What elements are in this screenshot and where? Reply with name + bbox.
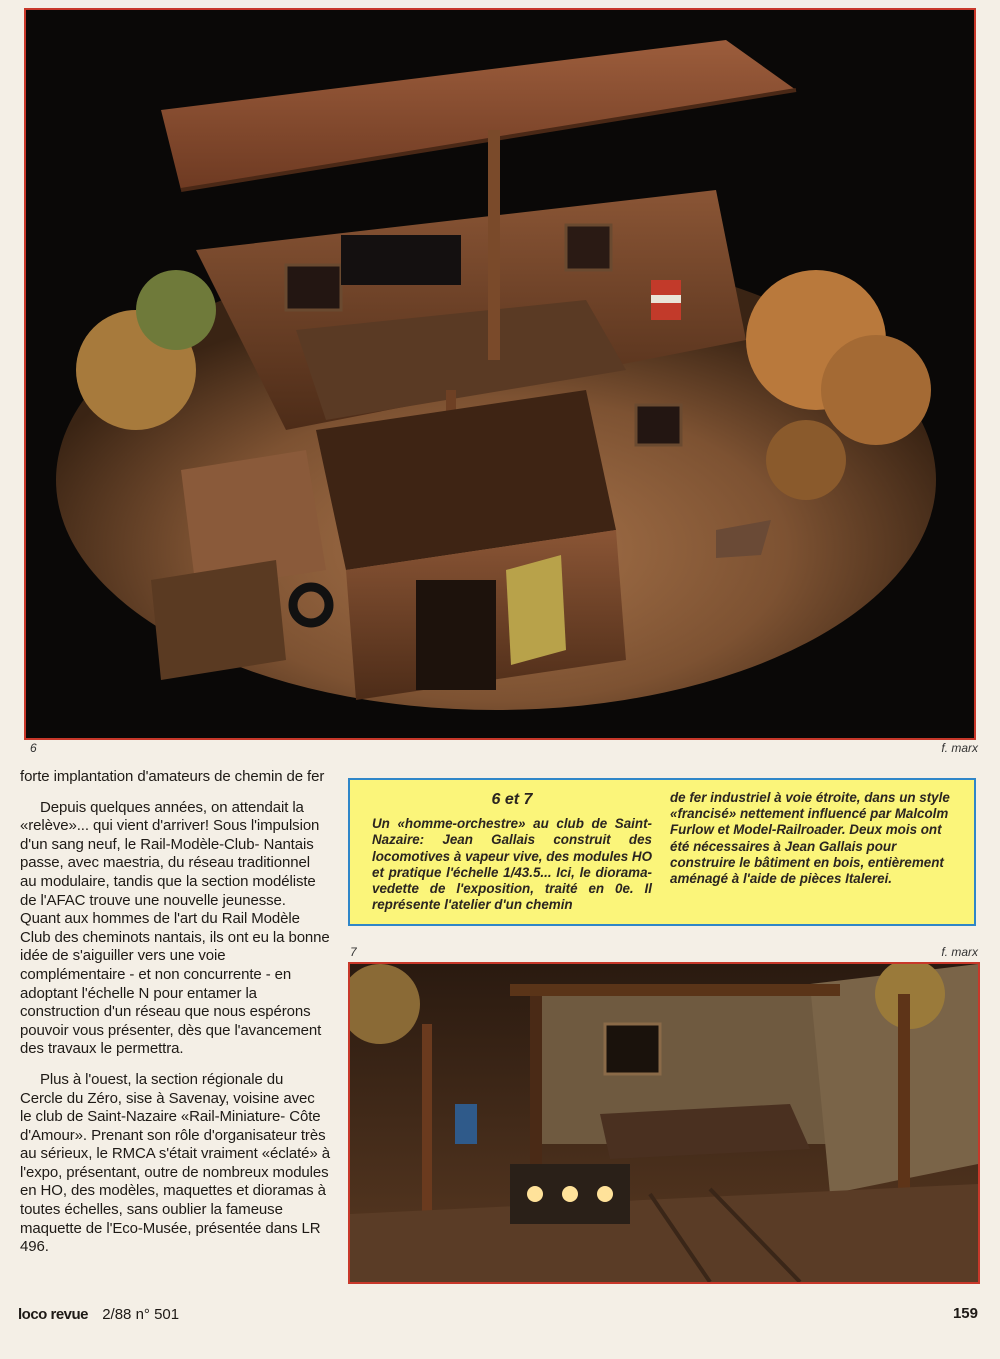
photo-7-number: 7 (350, 945, 357, 959)
caption-box-title: 6 et 7 (491, 791, 533, 808)
caption-box-left-column (372, 792, 652, 913)
body-paragraph: Plus à l'ouest, la section régionale du Cercle du Zéro, sise à Savenay, voisine avec le club de Saint-Nazaire «Rail-Miniature- Côte d'Amour». Prenant son rôle d'organisateur très au sérieux, le RMCA s'était vraiment «éclaté» à l'expo, présentant, outre de nombreux modules en HO, des modèles, maquettes et dioramas à toutes échelles, sans oublier la fameuse maquette de l'Eco-Musée, présentée dans LR 496. (20, 1070, 330, 1256)
caption-box (348, 778, 976, 926)
photo-7-workshop-interior (348, 962, 980, 1284)
photo-6-diorama (24, 8, 976, 740)
magazine-footer (18, 1306, 179, 1323)
magazine-name: loco revue (18, 1306, 89, 1323)
page-number: 159 (952, 1305, 978, 1322)
photo-7-credit: f. marx (941, 945, 978, 959)
article-body (20, 768, 330, 1269)
caption-box-text-left: Un «homme-orchestre» au club de Saint-Nazaire: Jean Gallais construit des locomotives à vapeur vive, des modules HO et pratique l'échelle 1/43.5... Ici, le diorama-vedette de l'exposition, traité en 0e. Il représente l'atelier d'un chemin (372, 816, 652, 913)
caption-box-text-right: de fer industriel à voie étroite, dans un style «francisé» nettement influencé par Malcolm Furlow et Model-Railroader. Deux mois ont été nécessaires à Jean Gallais pour construire le bâtiment en bois, entièrement aménagé à l'aide de pièces Italerei. (670, 790, 950, 887)
body-paragraph: Depuis quelques années, on attendait la «relève»... qui vient d'arriver! Sous l'impulsion d'un sang neuf, le Rail-Modèle-Club- Nantais passe, avec maestria, du réseau traditionnel au modulaire, tandis que la section modéliste de l'AFAC trouve une nouvelle jeunesse. Quant aux hommes de l'art du Rail Modèle Club des cheminots nantais, ils ont eu la bonne idée de s'aiguiller vers une voie complémentaire - et non concurrente - en adoptant l'échelle N pour entamer la construction d'un réseau que nous espérons pouvoir vous présenter, dès que l'avancement des travaux le permettra. (20, 798, 330, 1058)
photo-6-credit: f. marx (941, 741, 978, 755)
issue-info: 2/88 n° 501 (102, 1306, 180, 1323)
photo-6-number: 6 (30, 741, 37, 755)
body-paragraph: forte implantation d'amateurs de chemin de fer (20, 768, 325, 785)
